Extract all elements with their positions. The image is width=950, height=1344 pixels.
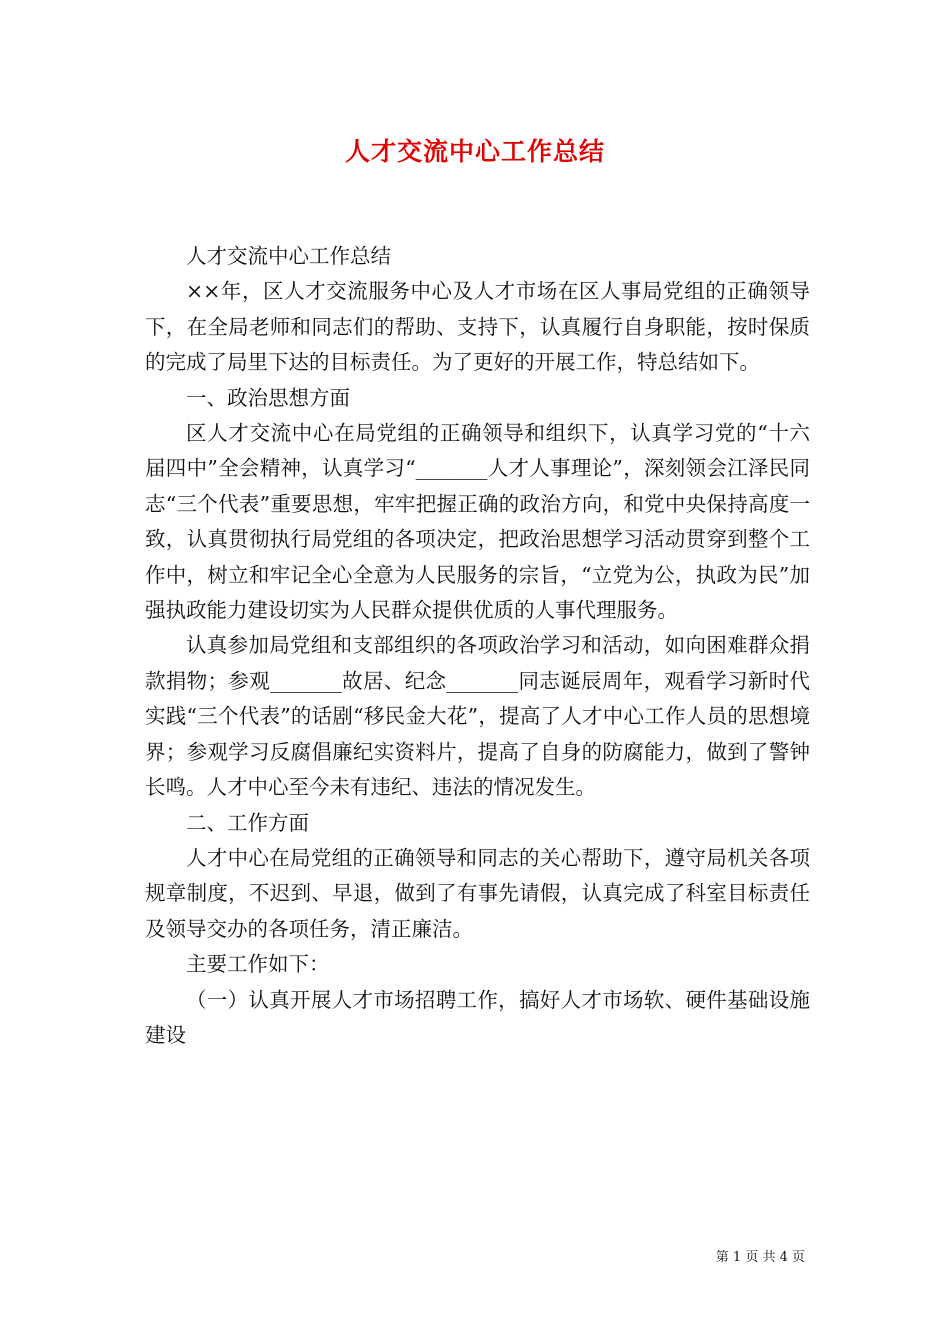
paragraph-politics: 区人才交流中心在局党组的正确领导和组织下，认真学习党的“十六届四中”全会精神，认真学习“_______人才人事理论”，深刻领会江泽民同志“三个代表”重要思想，牢牢把握正确的政治方向，和党中央保持高度一致，认真贯彻执行局党组的各项决定，把政治思想学习活动贯穿到整个工作中，树立和牢记全心全意为人民服务的宗旨，“立党为公，执政为民”加强执政能力建设切实为人民群众提供优质的人事代理服务。	[145, 421, 810, 623]
section-heading-politics: 一、政治思想方面	[186, 385, 350, 410]
paragraph-main-work: 主要工作如下：	[186, 952, 330, 977]
section-heading-work: 二、工作方面	[186, 810, 309, 835]
paragraph-intro: ××年，区人才交流服务中心及人才市场在区人事局党组的正确领导下，在全局老师和同志们的帮助、支持下，认真履行自身职能，按时保质的完成了局里下达的目标责任。为了更好的开展工作，特总结如下。	[145, 279, 810, 375]
document-title: 人才交流中心工作总结	[344, 137, 605, 166]
paragraph-work: 人才中心在局党组的正确领导和同志的关心帮助下，遵守局机关各项规章制度，不迟到、早退，做到了有事先请假，认真完成了科室目标责任及领导交办的各项任务，清正廉洁。	[145, 845, 810, 941]
paragraph-item-1: （一）认真开展人才市场招聘工作，搞好人才市场软、硬件基础设施建设	[145, 987, 810, 1047]
paragraph-activities: 认真参加局党组和支部组织的各项政治学习和活动，如向困难群众捐款捐物；参观_______故居、纪念_______同志诞辰周年，观看学习新时代实践“三个代表”的话剧“移民金大花”，提高了人才中心工作人员的思想境界；参观学习反腐倡廉纪实资料片，提高了自身的防腐能力，做到了警钟长鸣。人才中心至今未有违纪、违法的情况发生。	[145, 633, 810, 800]
page-number: 第 1 页 共 4 页	[715, 1250, 805, 1265]
document-body	[145, 239, 810, 1053]
paragraph-heading: 人才交流中心工作总结	[186, 244, 391, 268]
